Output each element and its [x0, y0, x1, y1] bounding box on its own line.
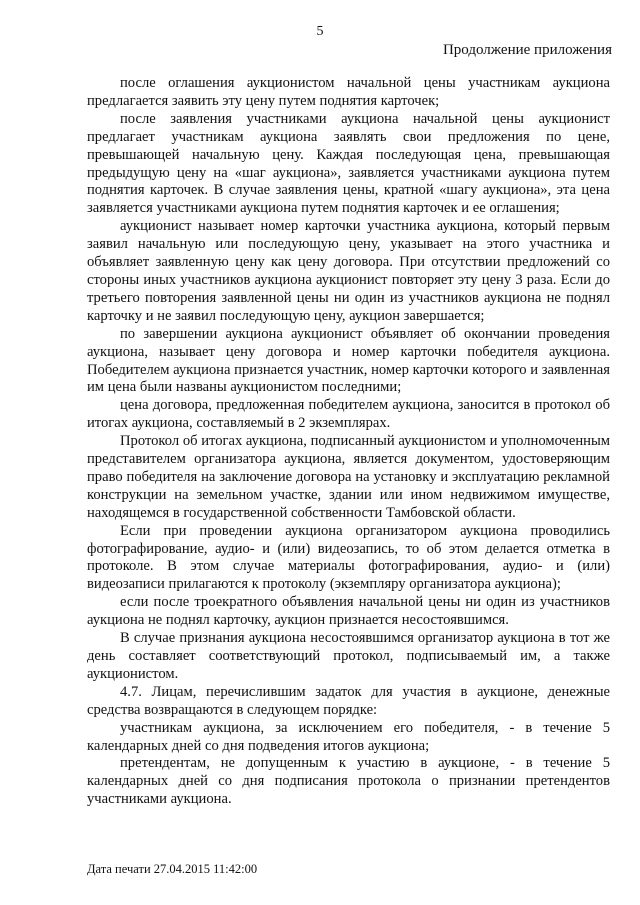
paragraph: 4.7. Лицам, перечислившим задаток для участия в аукционе, денежные средства возвращаются в следующем порядке:	[87, 683, 610, 718]
paragraph: Протокол об итогах аукциона, подписанный аукционистом и уполномоченным представителем организатора аукциона, является документом, удостоверяющим право победителя на заключение договора на установку и эксплуатацию рекламной конструкции на земельном участке, здании или ином недвижимом имуществе, находящемся в государственной собственности Тамбовской области.	[87, 433, 610, 521]
paragraph: претендентам, не допущенным к участию в аукционе, - в течение 5 календарных дней со дня подписания протокола о признании претендентов участниками аукциона.	[87, 755, 610, 808]
paragraph: В случае признания аукциона несостоявшимся организатор аукциона в тот же день составляет соответствующий протокол, подписываемый им, а также аукционистом.	[87, 630, 610, 682]
paragraph: по завершении аукциона аукционист объявляет об окончании проведения аукциона, называет цену договора и номер карточки победителя аукциона. Победителем аукциона признается участник, номер карточки которого и заявленная им цена были названы аукционистом последними;	[87, 325, 610, 396]
print-date: Дата печати 27.04.2015 11:42:00	[87, 862, 258, 876]
paragraph: Если при проведении аукциона организатором аукциона проводились фотографирование, аудио- и (или) видеозапись, то об этом делается отметка в протоколе. В этом случае материалы фотографирования, аудио- и (или) видеозаписи прилагаются к протоколу (экземпляру организатора аукциона);	[87, 522, 610, 593]
paragraph: после заявления участниками аукциона начальной цены аукционист предлагает участникам аукциона заявлять свои предложения по цене, превышающей начальную цену. Каждая последующая цена, превышающая предыдущую цену на «шаг аукциона», заявляется участниками аукциона путем поднятия карточек. В случае заявления цены, кратной «шагу аукциона», эта цена заявляется участниками аукциона путем поднятия карточек и ее оглашения;	[87, 110, 610, 217]
appendix-note: Продолжение приложения	[442, 42, 612, 58]
paragraph: после оглашения аукционистом начальной цены участникам аукциона предлагается заявить эту цену путем поднятия карточек;	[87, 75, 610, 109]
paragraph: участникам аукциона, за исключением его победителя, - в течение 5 календарных дней со дня подведения итогов аукциона;	[87, 719, 610, 754]
page-number: 5	[316, 24, 324, 39]
paragraph: аукционист называет номер карточки участника аукциона, который первым заявил начальную или последующую цену, указывает на этого участника и объявляет заявленную цену как цену договора. При отсутствии предложений со стороны иных участников аукциона аукционист повторяет эту цену 3 раза. Если до третьего повторения заявленной цены ни один из участников аукциона не поднял карточку и не заявил последующую цену, аукцион завершается;	[87, 218, 610, 324]
document-body	[87, 75, 610, 809]
paragraph: цена договора, предложенная победителем аукциона, заносится в протокол об итогах аукциона, составляемый в 2 экземплярах.	[87, 397, 610, 432]
paragraph: если после троекратного объявления начальной цены ни один из участников аукциона не поднял карточку, аукцион признается несостоявшимся.	[87, 594, 610, 629]
